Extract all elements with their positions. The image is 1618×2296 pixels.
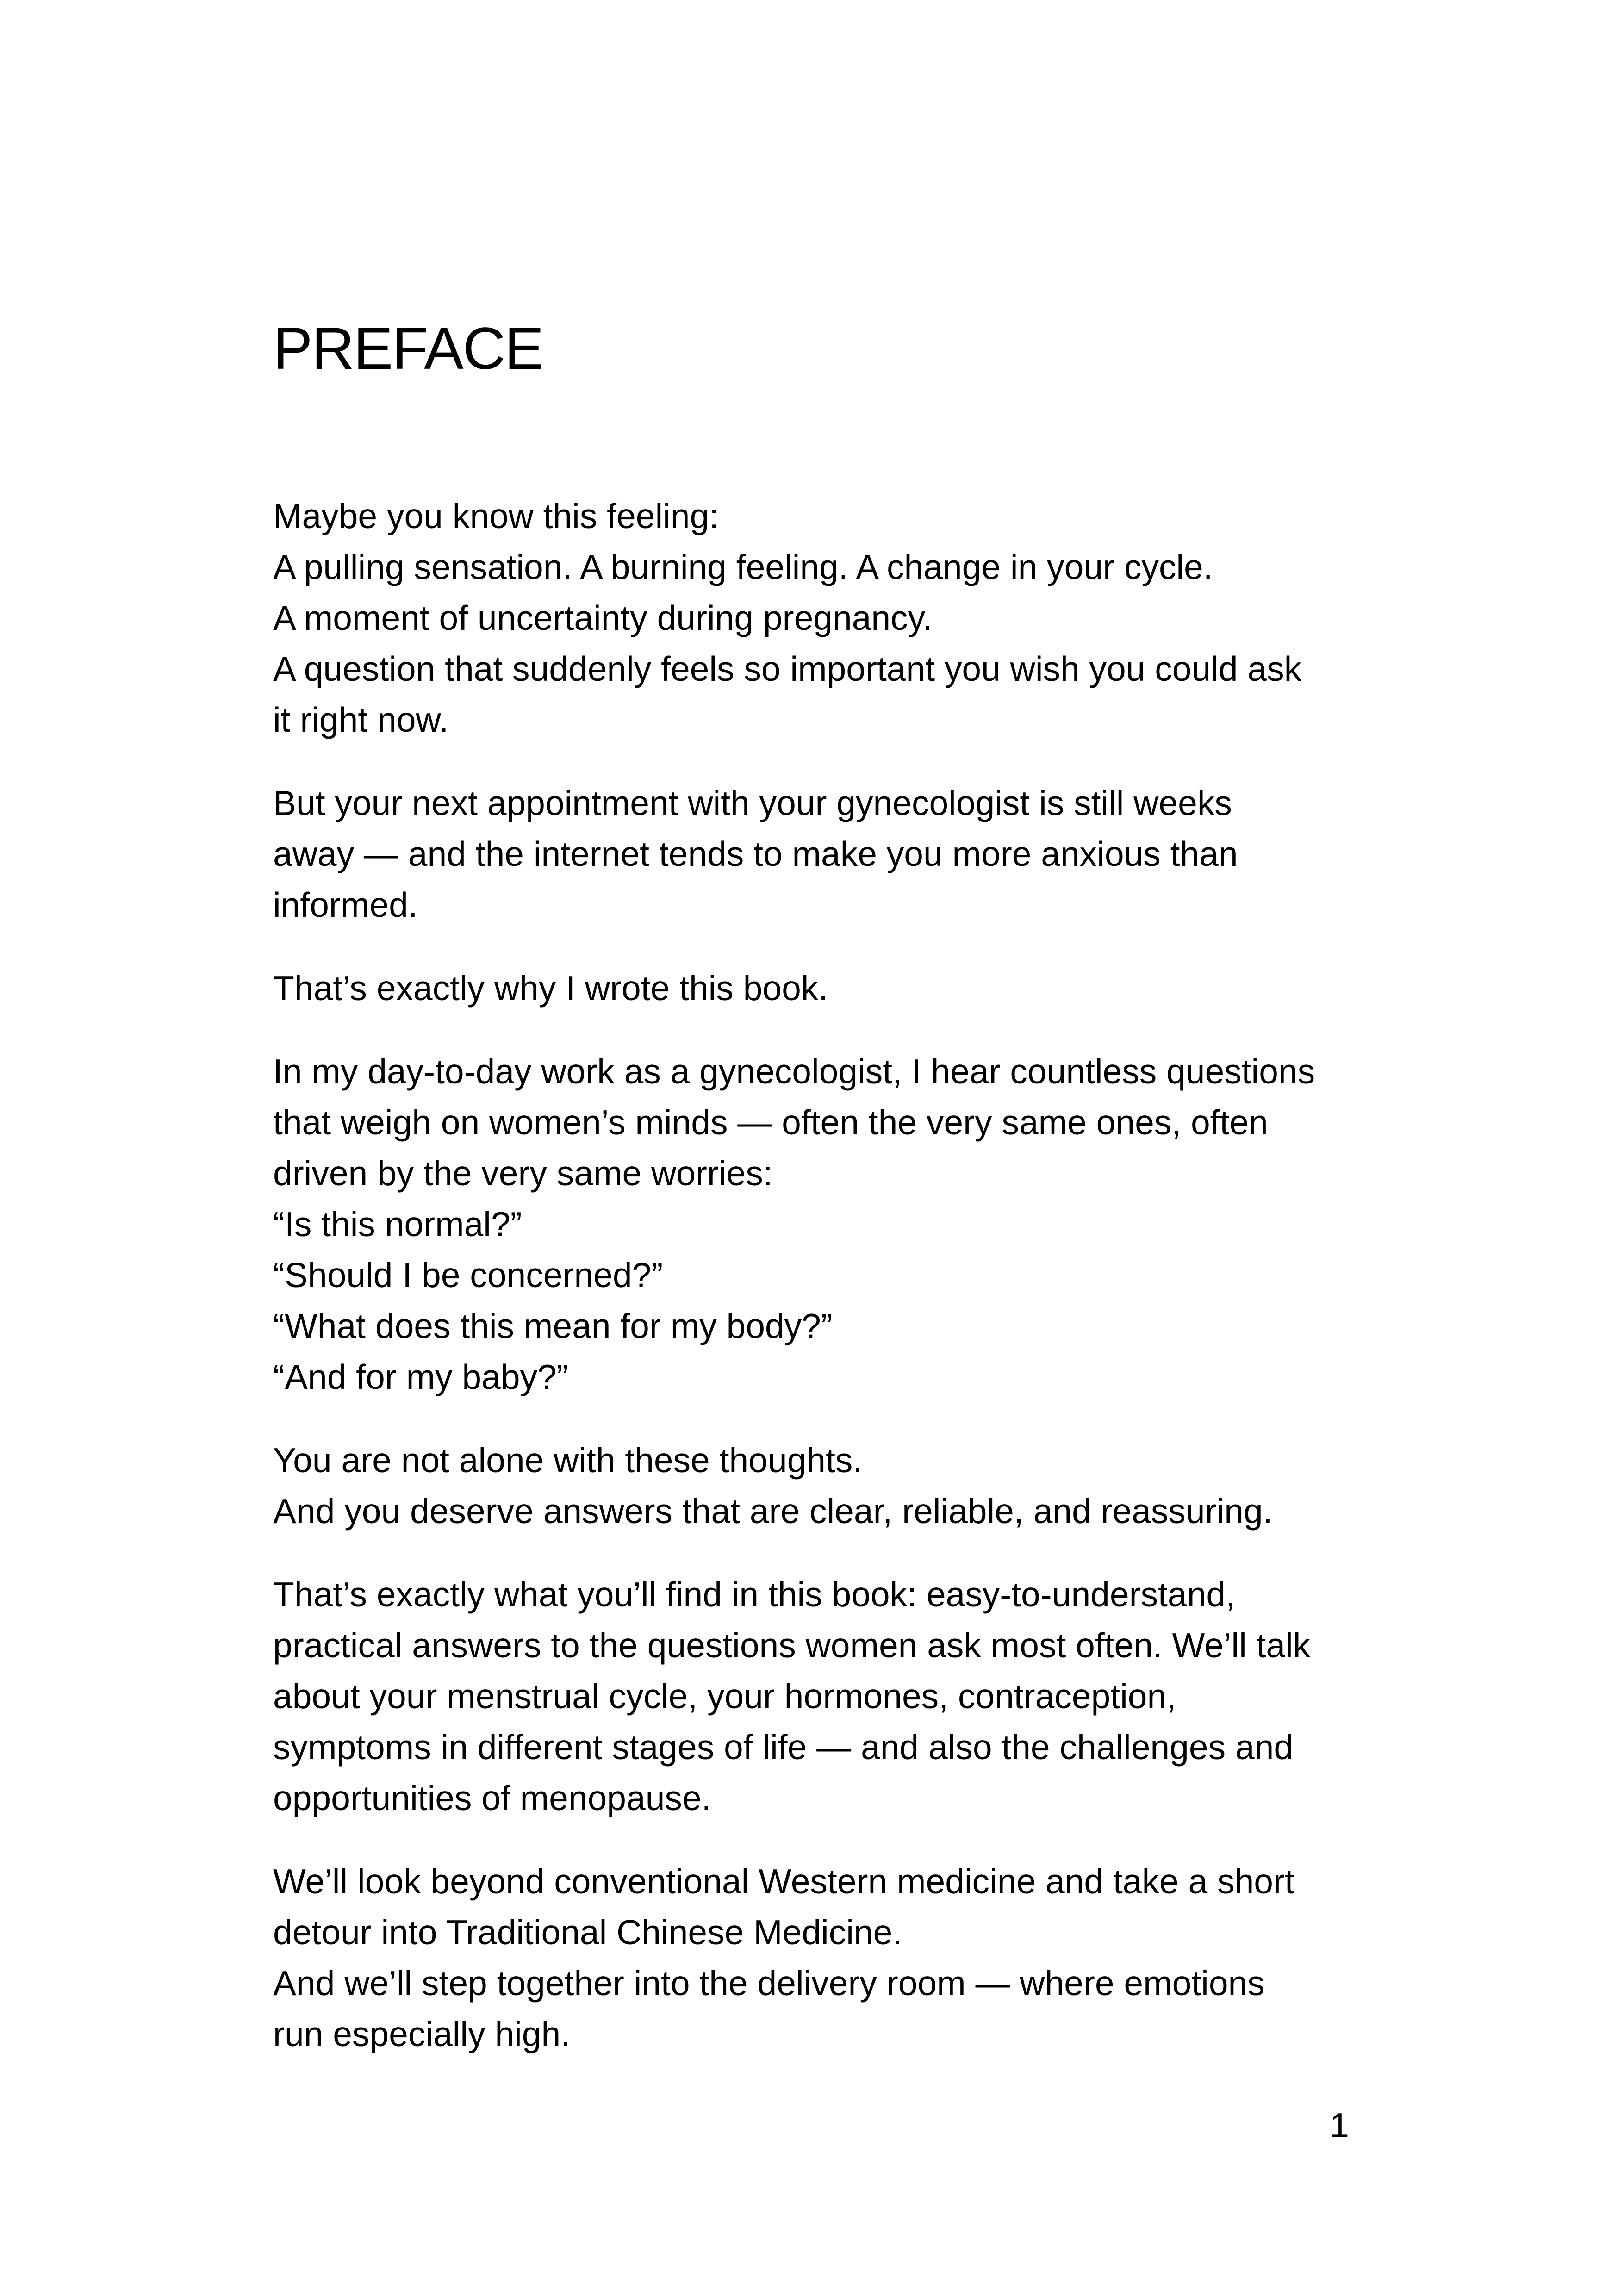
paragraph [273, 1046, 1365, 1402]
text-line: driven by the very same worries: [273, 1154, 773, 1193]
text-line: detour into Traditional Chinese Medicine. [273, 1913, 902, 1952]
text-line: that weigh on women’s minds — often the very same ones, often [273, 1103, 1268, 1142]
page-number: 1 [1330, 2106, 1349, 2145]
text-line: You are not alone with these thoughts. [273, 1441, 863, 1480]
paragraph [273, 1569, 1365, 1823]
text-line: it right now. [273, 700, 449, 739]
text-line: “And for my baby?” [273, 1357, 568, 1396]
text-line: practical answers to the questions women ask most often. We’ll talk [273, 1626, 1311, 1665]
text-line: We’ll look beyond conventional Western medicine and take a short [273, 1862, 1294, 1901]
paragraph [273, 778, 1365, 930]
paragraph [273, 1435, 1365, 1537]
text-line: A moment of uncertainty during pregnancy. [273, 598, 933, 637]
text-line: away — and the internet tends to make you more anxious than [273, 834, 1238, 873]
text-line: opportunities of menopause. [273, 1779, 711, 1817]
text-line: symptoms in different stages of life — and also the challenges and [273, 1728, 1294, 1767]
text-line: Maybe you know this feeling: [273, 497, 719, 535]
text-line: “Should I be concerned?” [273, 1256, 663, 1294]
text-line: A pulling sensation. A burning feeling. A change in your cycle. [273, 548, 1213, 586]
preface-body [273, 491, 1365, 2092]
text-line: That’s exactly what you’ll find in this book: easy-to-understand, [273, 1575, 1235, 1614]
paragraph [273, 1856, 1365, 2060]
text-line: informed. [273, 885, 418, 924]
text-line: In my day-to-day work as a gynecologist, I hear countless questions [273, 1052, 1315, 1091]
text-line: But your next appointment with your gynecologist is still weeks [273, 784, 1232, 822]
text-line: And you deserve answers that are clear, reliable, and reassuring. [273, 1492, 1273, 1531]
paragraph [273, 491, 1365, 745]
page-title: PREFACE [273, 316, 543, 382]
text-line: about your menstrual cycle, your hormones, contraception, [273, 1677, 1176, 1716]
paragraph [273, 963, 1365, 1014]
text-line: A question that suddenly feels so important you wish you could ask [273, 649, 1302, 688]
text-line: That’s exactly why I wrote this book. [273, 969, 828, 1008]
text-line: run especially high. [273, 2015, 571, 2053]
text-line: “What does this mean for my body?” [273, 1307, 833, 1345]
text-line: “Is this normal?” [273, 1205, 522, 1244]
text-line: And we’ll step together into the delivery room — where emotions [273, 1964, 1265, 2003]
